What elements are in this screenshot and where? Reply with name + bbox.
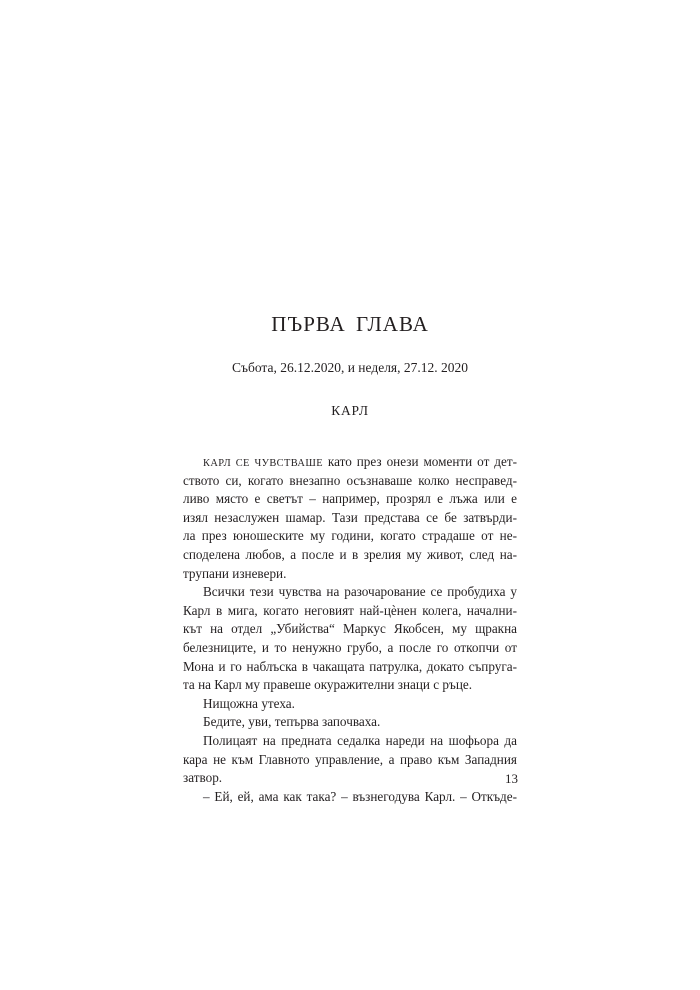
chapter-title: ПЪРВА ГЛАВА <box>271 312 429 336</box>
text-line: кът на отдел „Убийства“ Маркус Якобсен, му щракна <box>183 621 517 637</box>
text-line-rest: като през онези моменти от дет- <box>322 454 517 469</box>
text-line: Всички тези чувства на разочарование се пробудиха у <box>203 584 517 600</box>
text-line: ливо място е светът – например, прозрял е лъжа или е <box>183 491 517 507</box>
text-line: споделена любов, а после и в зрелия му живот, след на- <box>183 546 517 562</box>
text-line: белезниците, и то ненужно грубо, а после го откопчи от <box>183 639 517 655</box>
page-number: 13 <box>505 771 518 786</box>
text-line: затвор. <box>183 770 223 786</box>
section-heading: КАРЛ <box>331 403 369 418</box>
text-line: изял незаслужен шамар. Тази представа се бе затвърди- <box>183 509 517 525</box>
lead-in-small-caps: КАРЛ СЕ ЧУВСТВАШЕ <box>203 458 323 469</box>
text-line: – Ей, ей, ама как така? – възнегодува Карл. – Откъде- <box>203 788 517 804</box>
text-line: Полицаят на предната седалка нареди на шофьора да <box>203 732 517 748</box>
text-line: Бедите, уви, тепърва започваха. <box>203 714 381 730</box>
text-line: ла през юношеските му години, когато страдаше от не- <box>183 528 517 544</box>
chapter-dates: Събота, 26.12.2020, и неделя, 27.12. 2020 <box>231 360 469 375</box>
text-line: Мона и го наблъска в чакащата патрулка, докато съпруга- <box>183 658 517 674</box>
body-text <box>183 453 517 806</box>
text-line <box>183 453 517 472</box>
text-line: Нищожна утеха. <box>203 695 295 711</box>
text-line: Карл в мига, когато неговият най-цѐнен колега, начални- <box>183 602 517 618</box>
text-line: трупани изневери. <box>183 565 287 581</box>
text-line: ството си, когато внезапно осъзнаваше колко несправед- <box>183 472 517 488</box>
text-line: кара не към Главното управление, а право към Западния <box>183 751 517 767</box>
text-line: та на Карл му правеше окуражителни знаци с ръце. <box>183 677 473 693</box>
